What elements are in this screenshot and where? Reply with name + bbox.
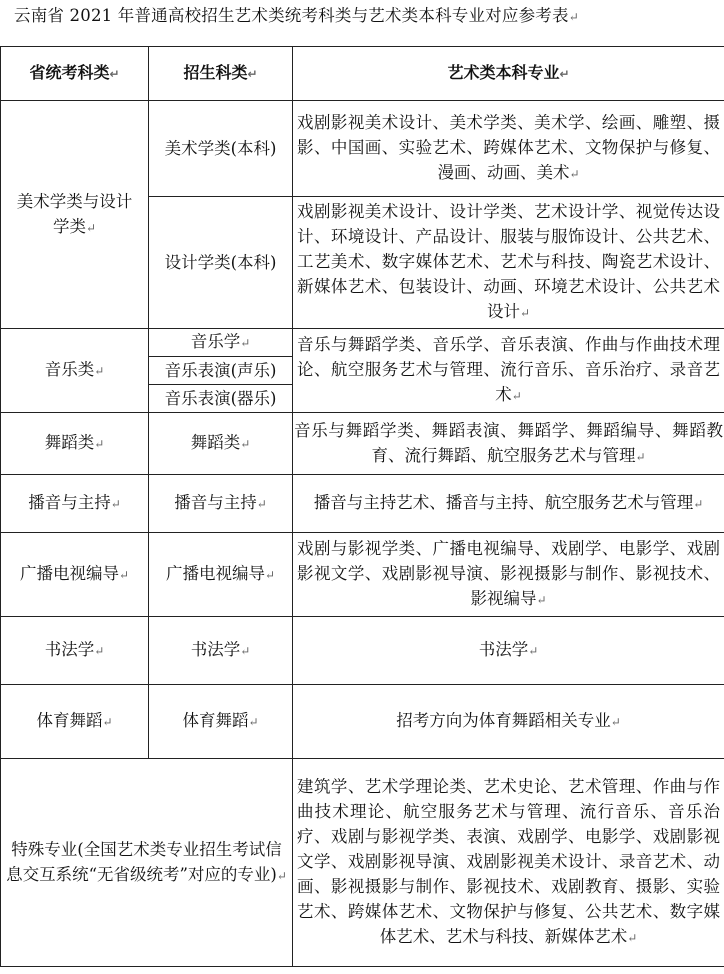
- cell-dance-sub: 舞蹈类↵: [149, 413, 293, 475]
- cell-music-sub1: 音乐学↵: [149, 329, 293, 357]
- paragraph-mark-icon: ↵: [568, 10, 579, 24]
- table-row-dance: [1, 413, 724, 475]
- cell-music-sub3: 音乐表演(器乐): [149, 385, 293, 413]
- cell-music-majors: 音乐与舞蹈学类、音乐学、音乐表演、作曲与作曲技术理论、航空服务艺术与管理、流行音乐、音乐治疗、录音艺术↵: [293, 329, 724, 413]
- table-header-row: [1, 47, 724, 101]
- cell-music-sub2: 音乐表演(声乐): [149, 357, 293, 385]
- major-correspondence-table: [0, 46, 724, 967]
- cell-art-category: 美术学类与设计学类↵: [1, 101, 149, 329]
- cell-art-sub2: 设计学类(本科): [149, 197, 293, 329]
- header-province-category: 省统考科类↵: [1, 47, 149, 101]
- cell-sports-dance-majors: 招考方向为体育舞蹈相关专业↵: [293, 685, 724, 759]
- cell-art-sub2-majors: 戏剧影视美术设计、设计学类、艺术设计学、视觉传达设计、环境设计、产品设计、服装与服饰设计、公共艺术、工艺美术、数字媒体艺术、艺术与科技、陶瓷艺术设计、新媒体艺术、包装设计、动画、环境艺术设计、公共艺术设计↵: [293, 197, 724, 329]
- cell-broadcast-sub: 播音与主持↵: [149, 475, 293, 533]
- table-row-tv: [1, 533, 724, 617]
- cell-dance-majors: 音乐与舞蹈学类、舞蹈表演、舞蹈学、舞蹈编导、舞蹈教育、流行舞蹈、航空服务艺术与管理↵: [293, 413, 724, 475]
- cell-sports-dance-sub: 体育舞蹈↵: [149, 685, 293, 759]
- table-row-broadcast: [1, 475, 724, 533]
- table-row-calligraphy: [1, 617, 724, 685]
- cell-tv-majors: 戏剧与影视学类、广播电视编导、戏剧学、电影学、戏剧影视文学、戏剧影视导演、影视摄影与制作、影视技术、影视编导↵: [293, 533, 724, 617]
- document-title: [14, 3, 714, 29]
- cell-special-category: 特殊专业(全国艺术类专业招生考试信息交互系统“无省级统考”对应的专业)↵: [1, 759, 293, 967]
- table-row-special: [1, 759, 724, 967]
- cell-calligraphy-sub: 书法学↵: [149, 617, 293, 685]
- cell-tv-sub: 广播电视编导↵: [149, 533, 293, 617]
- header-art-majors: 艺术类本科专业↵: [293, 47, 724, 101]
- cell-dance-category: 舞蹈类↵: [1, 413, 149, 475]
- cell-art-sub1: 美术学类(本科): [149, 101, 293, 197]
- table-row-sports-dance: [1, 685, 724, 759]
- table-row-music-1: [1, 329, 724, 357]
- cell-calligraphy-majors: 书法学↵: [293, 617, 724, 685]
- cell-broadcast-category: 播音与主持↵: [1, 475, 149, 533]
- header-enrollment-category: 招生科类↵: [149, 47, 293, 101]
- cell-art-sub1-majors: 戏剧影视美术设计、美术学类、美术学、绘画、雕塑、摄影、中国画、实验艺术、跨媒体艺术、文物保护与修复、漫画、动画、美术↵: [293, 101, 724, 197]
- cell-music-category: 音乐类↵: [1, 329, 149, 413]
- cell-sports-dance-category: 体育舞蹈↵: [1, 685, 149, 759]
- cell-calligraphy-category: 书法学↵: [1, 617, 149, 685]
- cell-special-majors: 建筑学、艺术学理论类、艺术史论、艺术管理、作曲与作曲技术理论、航空服务艺术与管理、流行音乐、音乐治疗、戏剧与影视学类、表演、戏剧学、电影学、戏剧影视文学、戏剧影视导演、戏剧影视美术设计、录音艺术、动画、影视摄影与制作、影视技术、戏剧教育、摄影、实验艺术、跨媒体艺术、文物保护与修复、公共艺术、数字媒体艺术、艺术与科技、新媒体艺术↵: [293, 759, 724, 967]
- cell-tv-category: 广播电视编导↵: [1, 533, 149, 617]
- table-row-art-fine: [1, 101, 724, 197]
- cell-broadcast-majors: 播音与主持艺术、播音与主持、航空服务艺术与管理↵: [293, 475, 724, 533]
- document-title-text: 云南省 2021 年普通高校招生艺术类统考科类与艺术类本科专业对应参考表: [14, 6, 569, 25]
